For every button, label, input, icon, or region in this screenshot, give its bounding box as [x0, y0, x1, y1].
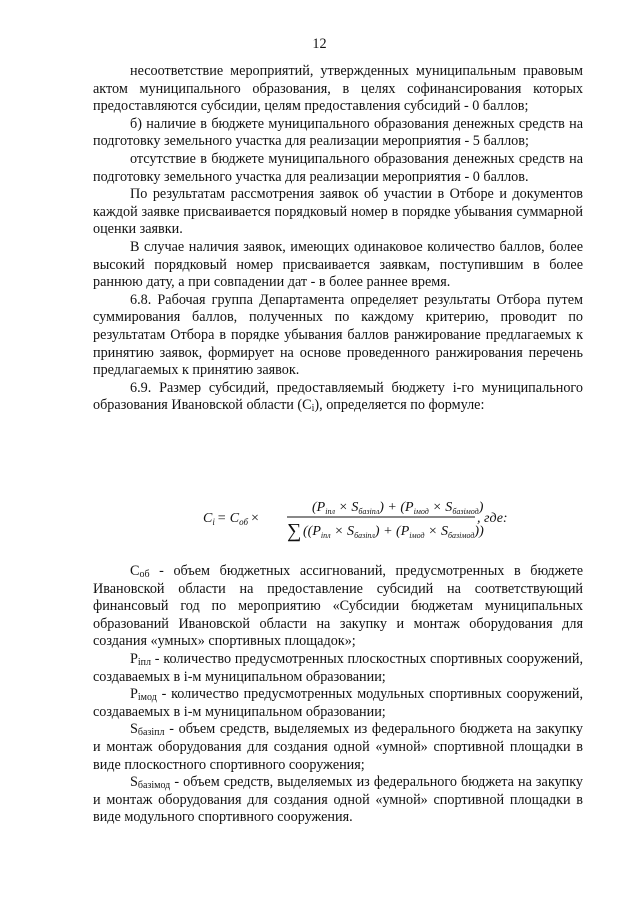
- paragraph-6-8: 6.8. Рабочая группа Департамента определяет результаты Отбора путем суммирования баллов, полученных по каждому критерию, проводит по результатам Отбора в порядке убывания баллов ранжирование предлагаемых к принятию заявок, формирует на основе проведенного ранжирования перечень предлагаемых к принятию заявок.: [93, 291, 583, 379]
- definition-c-ob: $С_{об}$ - объем бюджетных ассигнований, предусмотренных в бюджете Ивановской области на предоставление субсидий на соответствующий финансовый год по мероприятию «Субсидии бюджетам муниципальных образований Ивановской области на закупку и монтаж оборудования для создания «умных» спортивных площадок»;: [93, 563, 583, 650]
- paragraph-equal-scores: В случае наличия заявок, имеющих одинаковое количество баллов, более высокий порядковый номер присваивается заявкам, поступившим в более раннюю дату, а при совпадении дат - в более раннее время.: [93, 238, 583, 291]
- paragraph-ranking: По результатам рассмотрения заявок об участии в Отборе и документов каждой заявке присваивается порядковый номер в порядке убывания суммарной оценки заявки.: [93, 186, 583, 238]
- paragraph-6-9: 6.9. Размер субсидий, предоставляемый бюджету i-го муниципального образования Ивановской области $(С_i)$, определяется по формуле:: [93, 379, 583, 415]
- paragraph-criteria-b: б) наличие в бюджете муниципального образования денежных средств на подготовку земельного участка для реализации мероприятия - 5 баллов;: [93, 115, 583, 150]
- definition-p-imod: $P_{iмод}$ - количество предусмотренных модульных спортивных сооружений, создаваемых в i-м муниципальном образовании;: [93, 686, 583, 720]
- formula-denominator: $((P_{iпл} \times S_{базiпл}) + (P_{iмод} \times S_{базiмод}))$: [303, 524, 484, 540]
- text-block-definitions: [93, 563, 583, 827]
- paragraph-criteria-0-points: несоответствие мероприятий, утвержденных муниципальным правовым актом муниципального образования, в целях софинансирования которых предоставляются субсидии, целям предоставления субсидий - 0 баллов;: [93, 63, 583, 115]
- paragraph-criteria-b-0-points: отсутствие в бюджете муниципального образования денежных средств на подготовку земельного участка для реализации мероприятия - 0 баллов.: [93, 150, 583, 185]
- formula-svg: [93, 481, 583, 553]
- definition-p-ipl: $P_{iпл}$ - количество предусмотренных плоскостных спортивных сооружений, создаваемых в i-м муниципальном образовании;: [93, 650, 583, 685]
- formula-numerator: $(P_{iпл} \times S_{базiпл}) + (P_{iмод} \times S_{базiмод})$: [312, 500, 484, 516]
- page-number: 12: [312, 36, 327, 52]
- formula-where: , где:: [477, 511, 508, 526]
- text-block-top: [93, 63, 583, 415]
- subsidy-formula: [93, 481, 583, 553]
- formula-lhs: $C_i = C_{об}$ ×: [203, 511, 260, 527]
- definition-s-bazimod: $S_{базiмод}$ - объем средств, выделяемых из федерального бюджета на закупку и монтаж оборудования для создания одной «умной» спортивной площадки в виде модульного спортивного сооружения.: [93, 774, 583, 826]
- formula-sum-sign: ∑: [287, 520, 302, 542]
- definition-s-bazipl: $S_{базiпл}$ - объем средств, выделяемых из федерального бюджета на закупку и монтаж оборудования для создания одной «умной» спортивной площадки в виде плоскостного спортивного сооружения;: [93, 721, 583, 773]
